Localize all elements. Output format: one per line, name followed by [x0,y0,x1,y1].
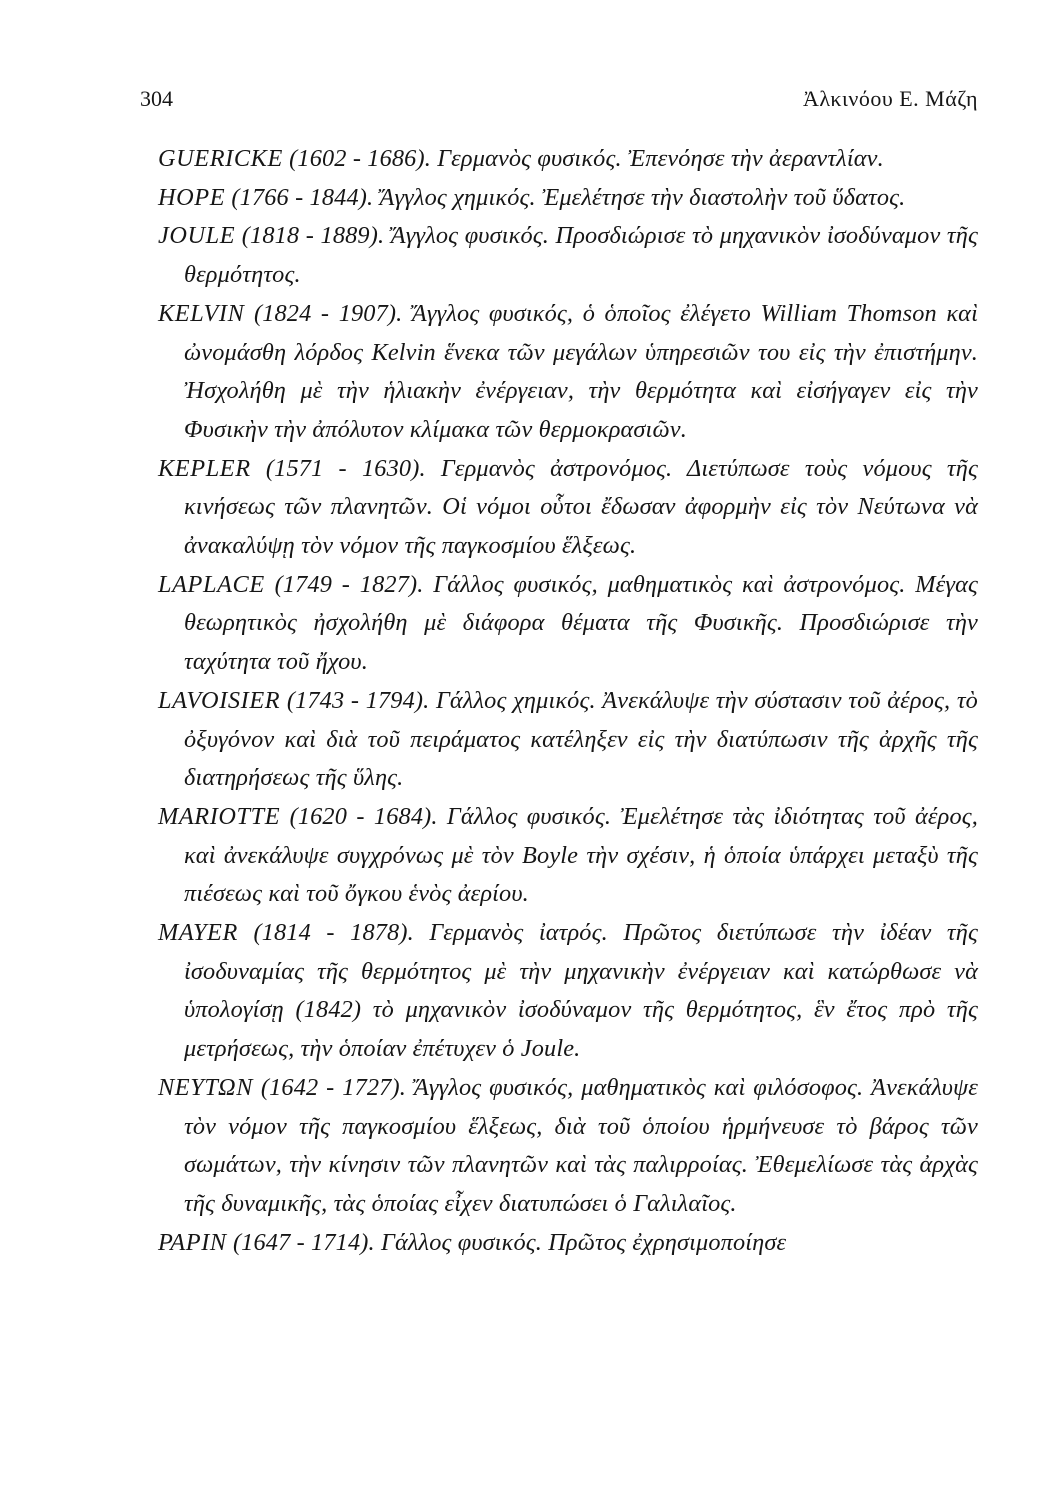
entry-name: GUERICKE [158,145,283,172]
glossary-entry [158,1224,978,1263]
entry-text: Γερμανὸς ἀστρονόμος. Διετύπωσε τοὺς νόμους τῆς κινήσεως τῶν πλανητῶν. Οἱ νόμοι οὗτοι ἔδωσαν ἀφορμὴν εἰς τὸν Νεύτωνα νὰ ἀνακαλύψῃ τὸν νόμον τῆς παγκοσμίου ἕλξεως. [184,454,978,560]
entry-name: PAPIN [158,1228,227,1256]
glossary-entry [158,798,978,914]
entry-name: LAPLACE [158,570,265,598]
entry-dates: (1642 - 1727). [260,1073,406,1101]
entry-dates: (1602 - 1686). [289,145,431,172]
entry-dates: (1814 - 1878). [253,919,414,947]
entry-text: Γερμανὸς ἰατρός. Πρῶτος διετύπωσε τὴν ἰδέαν τῆς ἰσοδυναμίας τῆς θερμότητος μὲ τὴν μηχανικὴν ἐνέργειαν καὶ κατώρθωσε νὰ ὑπολογίσῃ (1842) τὸ μηχανικὸν ἰσοδύναμον τῆς θερμότητος, ἓν ἔτος πρὸ τῆς μετρήσεως, τὴν ὁποίαν ἐπέτυχεν ὁ Joule. [184,919,978,1063]
entry-dates: (1818 - 1889). [241,222,385,250]
entry-dates: (1620 - 1684). [289,802,438,830]
entry-text: Ἄγγλος φυσικός, μαθηματικὸς καὶ φιλόσοφος. Ἀνεκάλυψε τὸν νόμον τῆς παγκοσμίου ἕλξεως, διὰ τοῦ ὁποίου ἡρμήνευσε τὸ βάρος τῶν σωμάτων, τὴν κίνησιν τῶν πλανητῶν καὶ τὰς παλιρροίας. Ἐθεμελίωσε τὰς ἀρχὰς τῆς δυναμικῆς, τὰς ὁποίας εἶχεν διατυπώσει ὁ Γαλιλαῖος. [184,1073,978,1217]
entry-dates: (1647 - 1714). [232,1228,375,1256]
running-head [140,86,978,120]
entry-name: MARIOTTE [158,802,281,830]
glossary-entry [158,179,978,218]
entry-name: MAYER [158,919,238,947]
glossary-entry [158,682,978,798]
entry-dates: (1571 - 1630). [265,454,426,482]
entry-dates: (1743 - 1794). [286,686,430,714]
entry-text: Ἄγγλος φυσικός. Προσδιώρισε τὸ μηχανικὸν ἰσοδύναμον τῆς θερμότητος. [184,222,978,289]
glossary-entry [158,295,978,450]
glossary-entries [158,140,978,1262]
entry-name: HOPE [158,183,226,211]
glossary-entry [158,217,978,294]
entry-name: LAVOISIER [158,686,281,714]
entry-text: Γάλλος φυσικός, μαθηματικὸς καὶ ἀστρονόμος. Μέγας θεωρητικὸς ἠσχολήθη μὲ διάφορα θέματα τῆς Φυσικῆς. Προσδιώρισε τὴν ταχύτητα τοῦ ἤχου. [184,570,978,676]
page-number: 304 [140,86,173,111]
glossary-entry [158,140,978,179]
entry-text: Γάλλος φυσικός. Πρῶτος ἐχρησιμοποίησε [380,1228,787,1256]
running-title: Ἀλκινόου Ε. Μάζη [803,86,978,111]
entry-name: KELVIN [158,299,245,327]
entry-name: KEPLER [158,454,251,482]
entry-dates: (1824 - 1907). [253,299,403,327]
entry-text: Γάλλος φυσικός. Ἐμελέτησε τὰς ἰδιότητας τοῦ ἀέρος, καὶ ἀνεκάλυψε συγχρόνως μὲ τὸν Boyle τὴν σχέσιν, ἡ ὁποία ὑπάρχει μεταξὺ τῆς πιέσεως καὶ τοῦ ὄγκου ἑνὸς ἀερίου. [184,802,978,908]
entry-dates: (1766 - 1844). [231,183,374,211]
glossary-entry [158,450,978,566]
entry-text: Γάλλος χημικός. Ἀνεκάλυψε τὴν σύστασιν τοῦ ἀέρος, τὸ ὀξυγόνον καὶ διὰ τοῦ πειράματος κατέληξεν εἰς τὴν διατύπωσιν τῆς ἀρχῆς τῆς διατηρήσεως τῆς ὕλης. [184,686,978,792]
entry-name: ΝΕΥΤΩΝ [158,1073,254,1101]
glossary-entry [158,1069,978,1224]
entry-dates: (1749 - 1827). [274,570,424,598]
entry-text: Ἄγγλος χημικός. Ἐμελέτησε τὴν διαστολὴν τοῦ ὕδατος. [379,183,906,211]
glossary-entry [158,566,978,682]
glossary-entry [158,914,978,1069]
entry-text: Γερμανὸς φυσικός. Ἐπενόησε τὴν ἀεραντλίαν. [437,145,884,172]
entry-text: Ἄγγλος φυσικός, ὁ ὁποῖος ἐλέγετο William Thomson καὶ ὠνομάσθη λόρδος Kelvin ἕνεκα τῶν μεγάλων ὑπηρεσιῶν του εἰς τὴν ἐπιστήμην. Ἠσχολήθη μὲ τὴν ἡλιακὴν ἐνέργειαν, τὴν θερμότητα καὶ εἰσήγαγεν εἰς τὴν Φυσικὴν τὴν ἀπόλυτον κλίμακα τῶν θερμοκρασιῶν. [184,299,978,443]
entry-name: JOULE [158,222,236,250]
